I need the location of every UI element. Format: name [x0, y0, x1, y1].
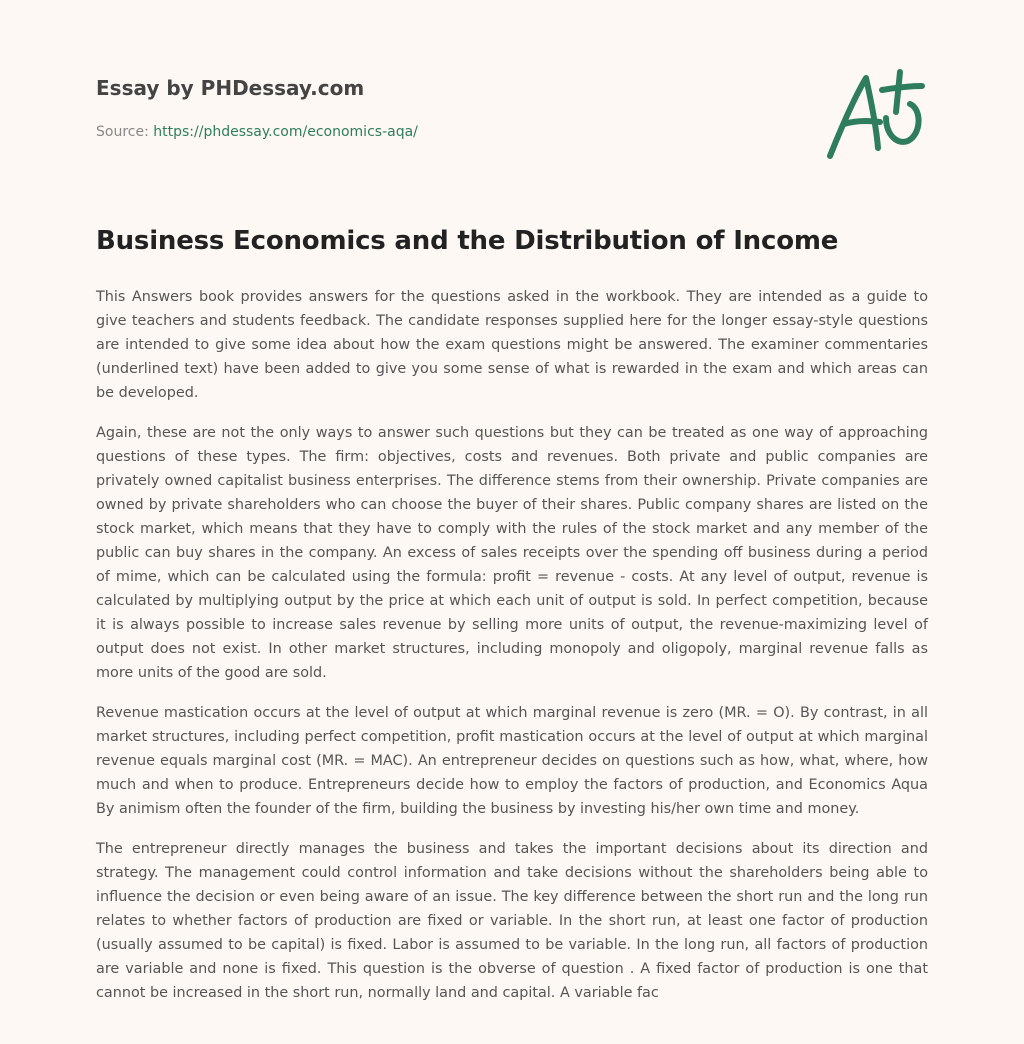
- site-title: Essay by PHDessay.com: [96, 76, 365, 100]
- essay-paragraph: This Answers book provides answers for the questions asked in the workbook. They are intended as a guide to give teachers and students feedback. The candidate responses supplied here for the longer essay-style questions are intended to give some idea about how the exam questions might be answered. The examiner commentaries (underlined text) have been added to give you some sense of what is rewarded in the exam and which areas can be developed.: [96, 289, 928, 401]
- source-link[interactable]: https://phdessay.com/economics-aqa/: [153, 124, 418, 140]
- essay-title: Business Economics and the Distribution of Income: [96, 226, 839, 256]
- essay-paragraph: Revenue mastication occurs at the level of output at which marginal revenue is zero (MR. = O). By contrast, in all market structures, including perfect competition, profit mastication occurs at the level of output at which marginal revenue equals marginal cost (MR. = MAC). An entrepreneur decides on questions such as how, what, where, how much and when to produce. Entrepreneurs decide how to employ the factors of production, and Economics Aqua By animism often the founder of the firm, building the business by investing his/her own time and money.: [96, 705, 928, 817]
- source-label: Source:: [96, 124, 154, 140]
- essay-body: [96, 285, 928, 1021]
- essay-paragraph: The entrepreneur directly manages the business and takes the important decisions about its direction and strategy. The management could control information and take decisions without the shareholders being able to influence the decision or even being aware of an issue. The key difference between the short run and the long run relates to whether factors of production are fixed or variable. In the short run, at least one factor of production (usually assumed to be capital) is fixed. Labor is assumed to be variable. In the long run, all factors of production are variable and none is fixed. This question is the obverse of question . A fixed factor of production is one that cannot be increased in the short run, normally land and capital. A variable fac: [96, 841, 928, 1001]
- source-line: [96, 124, 418, 140]
- a-plus-logo-graphic: [824, 66, 928, 166]
- a-plus-icon: [824, 66, 928, 166]
- essay-paragraph: Again, these are not the only ways to answer such questions but they can be treated as one way of approaching questions of these types. The firm: objectives, costs and revenues. Both private and public companies are privately owned capitalist business enterprises. The difference stems from their ownership. Private companies are owned by private shareholders who can choose the buyer of their shares. Public company shares are listed on the stock market, which means that they have to comply with the rules of the stock market and any member of the public can buy shares in the company. An excess of sales receipts over the spending off business during a period of mime, which can be calculated using the formula: profit = revenue - costs. At any level of output, revenue is calculated by multiplying output by the price at which each unit of output is sold. In perfect competition, because it is always possible to increase sales revenue by selling more units of output, the revenue-maximizing level of output does not exist. In other market structures, including monopoly and oligopoly, marginal revenue falls as more units of the good are sold.: [96, 425, 928, 681]
